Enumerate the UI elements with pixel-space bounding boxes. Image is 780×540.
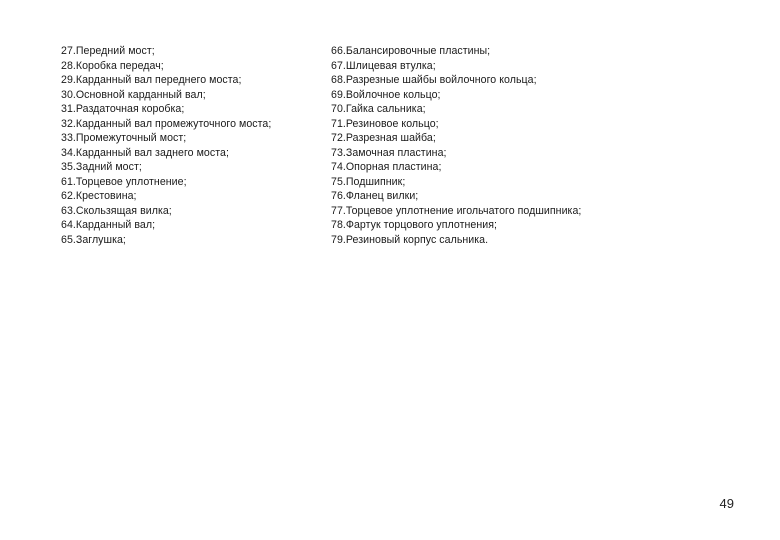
legend-item: 75.Подшипник; (331, 175, 406, 188)
legend-item: 76.Фланец вилки; (331, 190, 419, 202)
legend-item: 70.Гайка сальника; (331, 103, 426, 115)
legend-item: 63.Скользящая вилка; (61, 204, 172, 217)
legend-item: 71.Резиновое кольцо; (331, 117, 439, 130)
legend-item: 66.Балансировочные пластины; (331, 45, 491, 57)
legend-item: 28.Коробка передач; (61, 59, 164, 72)
legend-item: 67.Шлицевая втулка; (331, 59, 436, 72)
legend-item: 33.Промежуточный мост; (61, 132, 187, 144)
legend-item: 34.Карданный вал заднего моста; (61, 146, 229, 159)
legend-item: 30.Основной карданный вал; (61, 88, 206, 101)
legend-item: 74.Опорная пластина; (331, 161, 442, 173)
legend-item: 32.Карданный вал промежуточного моста; (61, 117, 272, 130)
legend-item: 72.Разрезная шайба; (331, 132, 436, 144)
legend-item: 69.Войлочное кольцо; (331, 88, 441, 101)
legend-item: 31.Раздаточная коробка; (61, 103, 185, 115)
legend-right-column (331, 44, 751, 247)
legend-item: 62.Крестовина; (61, 190, 137, 202)
page-number: 49 (719, 496, 734, 511)
legend-item: 65.Заглушка; (61, 233, 126, 246)
legend-item: 68.Разрезные шайбы войлочного кольца; (331, 74, 537, 86)
legend-item: 79.Резиновый корпус сальника. (331, 233, 489, 246)
legend-item: 77.Торцевое уплотнение игольчатого подшипника; (331, 204, 582, 217)
legend-item: 27.Передний мост; (61, 45, 155, 57)
legend-item: 35.Задний мост; (61, 161, 142, 173)
legend-item: 78.Фартук торцового уплотнения; (331, 219, 497, 231)
legend-item: 29.Карданный вал переднего моста; (61, 74, 242, 86)
legend-item: 73.Замочная пластина; (331, 146, 447, 159)
legend-item: 64.Карданный вал; (61, 219, 156, 231)
legend-item: 61.Торцевое уплотнение; (61, 175, 187, 188)
legend-left-column (61, 44, 323, 247)
